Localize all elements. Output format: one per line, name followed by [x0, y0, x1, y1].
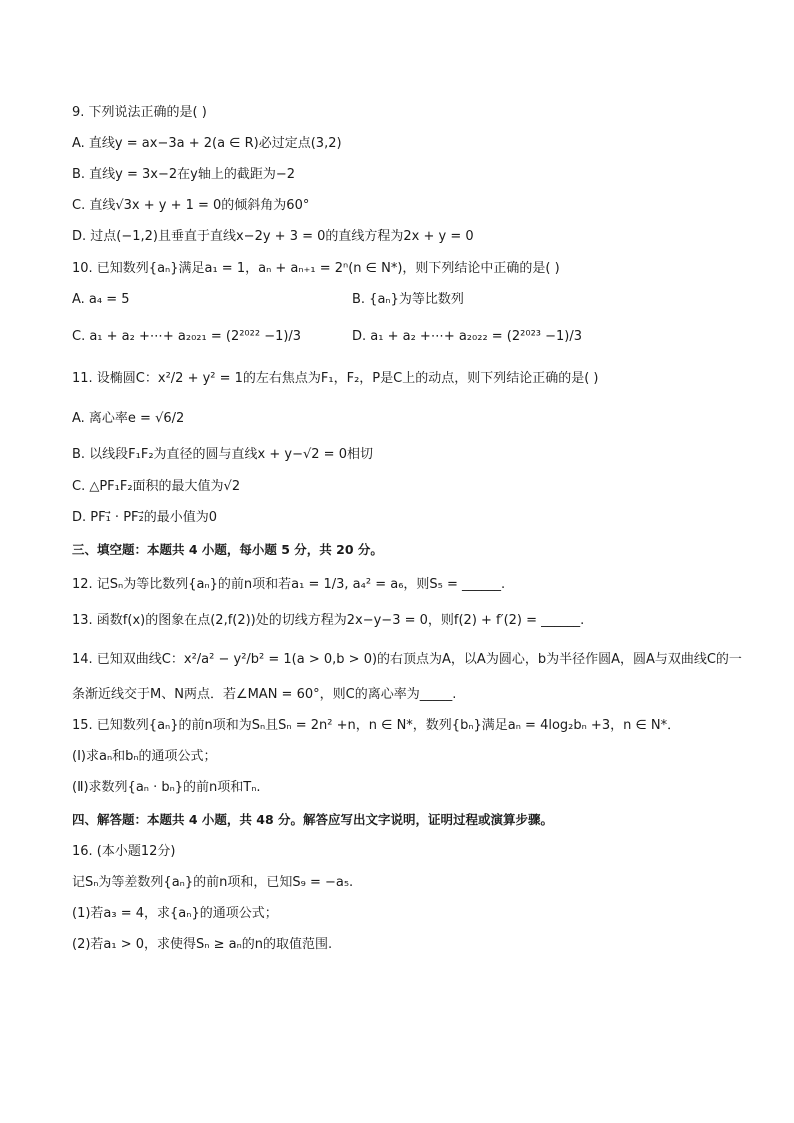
q14-line1: 14. 已知双曲线C：x²/a² − y²/b² = 1(a > 0,b > 0)的右顶点为A，以A为圆心，b为半径作圆A，圆A与双曲线C的一 [72, 652, 742, 667]
q16-stem: 记Sₙ为等差数列{aₙ}的前n项和，已知S₉ = −a₅. [72, 875, 354, 890]
q10-option-c: C. a₁ + a₂ +⋯+ a₂₀₂₁ = (2²⁰²² −1)/3 [72, 329, 302, 344]
q9-option-d: D. 过点(−1,2)且垂直于直线x−2y + 3 = 0的直线方程为2x + y = 0 [72, 229, 474, 244]
section-4-heading: 四、解答题：本题共 4 小题，共 48 分。解答应写出文字说明，证明过程或演算步骤。 [72, 812, 554, 827]
q15-stem: 15. 已知数列{aₙ}的前n项和为Sₙ且Sₙ = 2n² +n，n ∈ N*，数列{bₙ}满足aₙ = 4log₂bₙ +3，n ∈ N*． [72, 718, 681, 733]
section-3-heading: 三、填空题：本题共 4 小题，每小题 5 分，共 20 分。 [72, 542, 383, 557]
q16-part2: (2)若a₁ > 0，求使得Sₙ ≥ aₙ的n的取值范围. [72, 937, 333, 952]
q10-stem: 10. 已知数列{aₙ}满足a₁ = 1，aₙ + aₙ₊₁ = 2ⁿ(n ∈ N*)，则下列结论中正确的是( ) [72, 261, 560, 276]
q11-option-a: A. 离心率e = √6/2 [72, 411, 185, 426]
q10-option-b: B. {aₙ}为等比数列 [352, 292, 464, 307]
q9-stem: 9. 下列说法正确的是( ) [72, 105, 207, 120]
q15-part1: (Ⅰ)求aₙ和bₙ的通项公式； [72, 749, 217, 764]
q11-option-d: D. PF₁⃗ · PF₂⃗的最小值为0 [72, 510, 217, 525]
q16-part1: (1)若a₃ = 4，求{aₙ}的通项公式； [72, 906, 278, 921]
q11-option-b: B. 以线段F₁F₂为直径的圆与直线x + y−√2 = 0相切 [72, 447, 373, 462]
q11-stem: 11. 设椭圆C：x²/2 + y² = 1的左右焦点为F₁，F₂，P是C上的动点，则下列结论正确的是( ) [72, 371, 599, 386]
q11-option-c: C. △PF₁F₂面积的最大值为√2 [72, 479, 241, 494]
q9-option-c: C. 直线√3x + y + 1 = 0的倾斜角为60° [72, 198, 310, 213]
q15-part2: (Ⅱ)求数列{aₙ · bₙ}的前n项和Tₙ. [72, 780, 261, 795]
q14-line2: 条渐近线交于M、N两点．若∠MAN = 60°，则C的离心率为_____. [72, 687, 457, 702]
q16-header: 16. (本小题12分) [72, 844, 176, 859]
q13: 13. 函数f(x)的图象在点(2,f(2))处的切线方程为2x−y−3 = 0，则f(2) + f′(2) = ______. [72, 613, 585, 628]
q10-option-d: D. a₁ + a₂ +⋯+ a₂₀₂₂ = (2²⁰²³ −1)/3 [352, 329, 583, 344]
q12: 12. 记Sₙ为等比数列{aₙ}的前n项和若a₁ = 1/3, a₄² = a₆，则S₅ = ______. [72, 577, 506, 592]
q10-option-a: A. a₄ = 5 [72, 292, 130, 307]
q9-option-a: A. 直线y = ax−3a + 2(a ∈ R)必过定点(3,2) [72, 136, 342, 151]
q9-option-b: B. 直线y = 3x−2在y轴上的截距为−2 [72, 167, 296, 182]
